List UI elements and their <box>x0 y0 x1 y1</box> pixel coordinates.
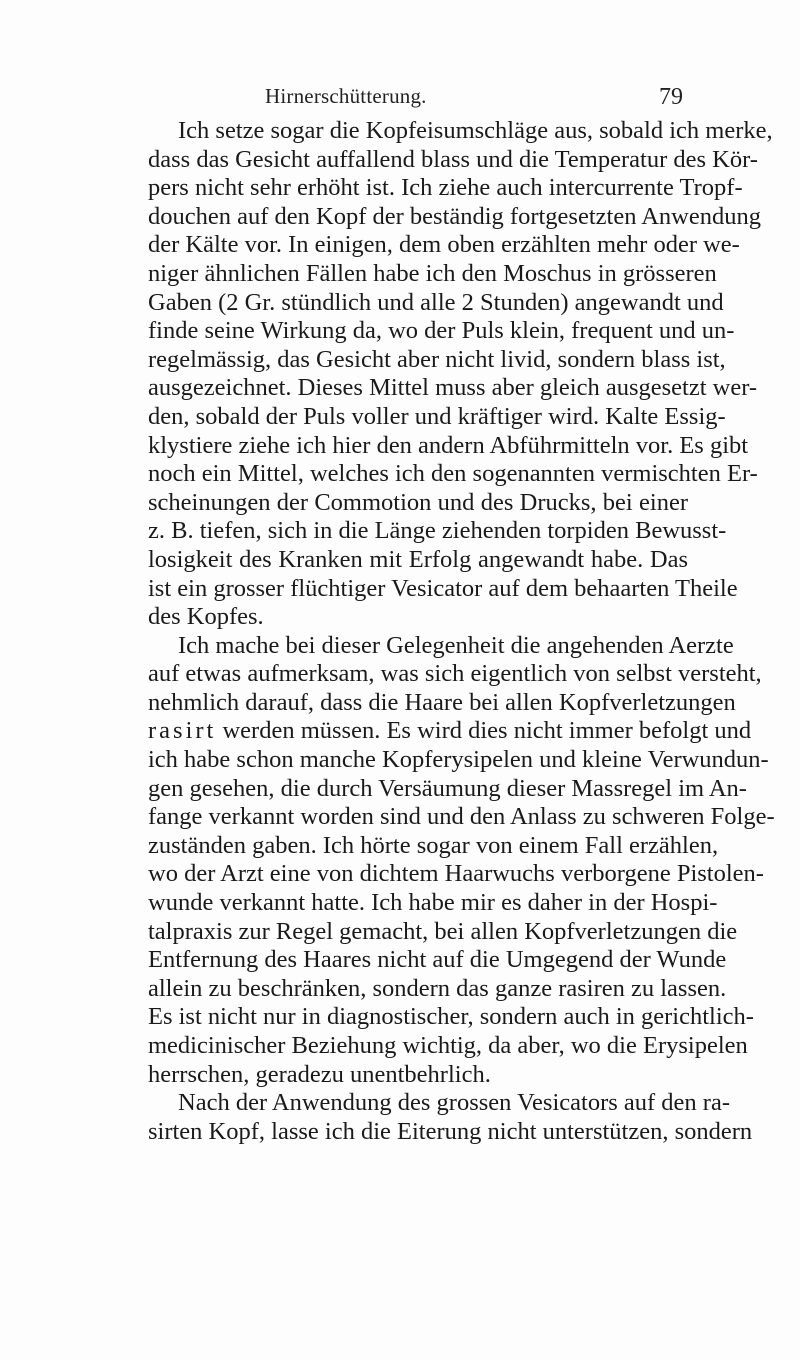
text-line: Ich setze sogar die Kopfeisumschläge aus, sobald ich merke, <box>178 117 773 144</box>
text-line: dass das Gesicht auffallend blass und die Temperatur des Kör- <box>148 145 758 173</box>
text-line: ist ein grosser flüchtiger Vesicator auf dem behaarten Theile <box>148 574 738 602</box>
text-line: der Kälte vor. In einigen, dem oben erzählten mehr oder we- <box>148 231 740 259</box>
text-line: sirten Kopf, lasse ich die Eiterung nicht unterstützen, sondern <box>148 1117 753 1145</box>
text-line: finde seine Wirkung da, wo der Puls klein, frequent und un- <box>148 317 735 345</box>
text-line: nehmlich darauf, dass die Haare bei allen Kopfverletzungen <box>148 688 736 716</box>
text-line: allein zu beschränken, sondern das ganze rasiren zu lassen. <box>148 974 727 1002</box>
paragraph-start-line: Ich mache bei dieser Gelegenheit die angehenden Aerzte <box>178 631 734 659</box>
text-line: fange verkannt worden sind und den Anlass zu schweren Folge- <box>148 803 775 831</box>
text-line: losigkeit des Kranken mit Erfolg angewandt habe. Das <box>148 545 688 573</box>
emphasized-word: rasirt <box>148 717 217 745</box>
paragraph-start-line: Nach der Anwendung des grossen Vesicators auf den ra- <box>178 1089 730 1117</box>
text-line: ich habe schon manche Kopferysipelen und kleine Verwundun- <box>148 746 769 774</box>
text-line: medicinischer Beziehung wichtig, da aber, wo die Erysipelen <box>148 1032 748 1059</box>
text-line: noch ein Mittel, welches ich den sogenannten vermischten Er- <box>148 460 758 488</box>
text-line: zuständen gaben. Ich hörte sogar von einem Fall erzählen, <box>148 831 719 859</box>
paragraph-end-line: des Kopfes. <box>148 603 264 631</box>
text-line: z. B. tiefen, sich in die Länge ziehenden torpiden Bewusst- <box>148 517 727 545</box>
chapter-title: Hirnerschütterung. <box>265 84 427 108</box>
running-header <box>253 84 683 114</box>
text-line: pers nicht sehr erhöht ist. Ich ziehe auch intercurrente Tropf- <box>148 174 743 202</box>
body-text <box>148 117 775 1146</box>
text-line: douchen auf den Kopf der beständig fortgesetzten Anwendung <box>148 202 761 230</box>
text-line: wunde verkannt hatte. Ich habe mir es daher in der Hospi- <box>148 889 718 917</box>
page-number: 79 <box>659 84 683 110</box>
text-line: ausgezeichnet. Dieses Mittel muss aber gleich ausgesetzt wer- <box>148 374 758 402</box>
text-line: auf etwas aufmerksam, was sich eigentlich von selbst versteht, <box>148 660 762 688</box>
text-line: klystiere ziehe ich hier den andern Abführmitteln vor. Es gibt <box>148 431 749 459</box>
text-line: Es ist nicht nur in diagnostischer, sondern auch in gerichtlich- <box>148 1003 754 1031</box>
text-fragment: werden müssen. Es wird dies nicht immer befolgt und <box>222 717 752 745</box>
text-line-with-emphasis <box>148 717 752 746</box>
text-line: gen gesehen, die durch Versäumung dieser Massregel im An- <box>148 774 747 802</box>
text-line: den, sobald der Puls voller und kräftiger wird. Kalte Essig- <box>148 402 726 430</box>
text-line: Entfernung des Haares nicht auf die Umgegend der Wunde <box>148 946 727 974</box>
text-line: wo der Arzt eine von dichtem Haarwuchs verborgene Pistolen- <box>148 860 764 888</box>
text-line: niger ähnlichen Fällen habe ich den Moschus in grösseren <box>148 259 717 287</box>
paragraph-end-line: herrschen, geradezu unentbehrlich. <box>148 1060 491 1088</box>
text-line: regelmässig, das Gesicht aber nicht livid, sondern blass ist, <box>148 345 726 373</box>
text-line: scheinungen der Commotion und des Drucks, bei einer <box>148 488 688 516</box>
text-line: talpraxis zur Regel gemacht, bei allen Kopfverletzungen die <box>148 917 738 945</box>
text-line: Gaben (2 Gr. stündlich und alle 2 Stunden) angewandt und <box>148 288 724 316</box>
